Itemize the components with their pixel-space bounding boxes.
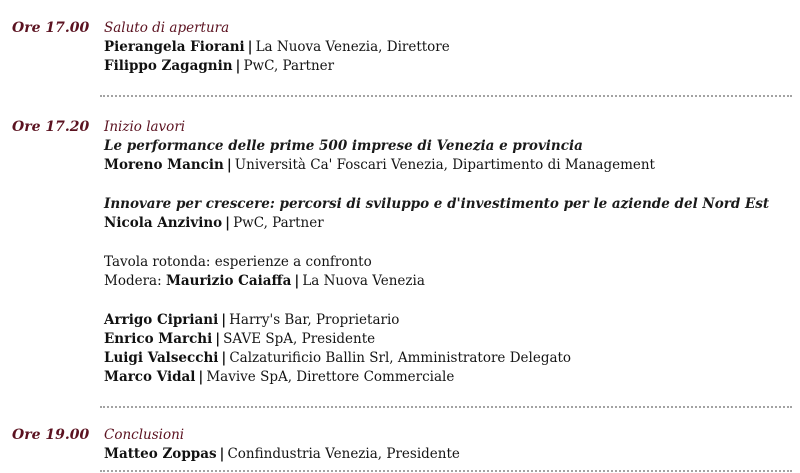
section-divider (100, 95, 792, 97)
separator: | (198, 369, 204, 385)
panelist-role: Mavive SpA, Direttore Commerciale (206, 369, 455, 385)
moderator-label: Modera: (104, 273, 162, 289)
panelist-role: Harry's Bar, Proprietario (229, 312, 400, 328)
speaker-name: Pierangela Fiorani (104, 39, 245, 55)
moderator-name: Maurizio Caiaffa (165, 273, 292, 289)
roundtable-title: Tavola rotonda: esperienze a confronto (104, 254, 372, 270)
speaker-role: PwC, Partner (233, 215, 324, 231)
panelist-name: Luigi Valsecchi (104, 350, 219, 366)
slot-time: Ore 19.00 (12, 427, 90, 443)
section-divider (100, 470, 792, 472)
panelist-name: Marco Vidal (104, 369, 196, 385)
talk-title: Innovare per crescere: percorsi di sviluppo e d'investimento per le aziende del Nord Est (104, 196, 770, 212)
separator: | (235, 58, 241, 74)
separator: | (247, 39, 253, 55)
speaker-role: La Nuova Venezia, Direttore (255, 39, 450, 55)
slot-title: Conclusioni (104, 427, 185, 443)
panelist-name: Enrico Marchi (104, 331, 213, 347)
separator: | (294, 273, 300, 289)
speaker-line (104, 156, 794, 175)
panelist-line (104, 349, 794, 368)
separator: | (225, 215, 231, 231)
panelist-line (104, 368, 794, 387)
panelist-name: Arrigo Cipriani (104, 312, 219, 328)
slot-title: Saluto di apertura (104, 20, 230, 36)
slot-time: Ore 17.00 (12, 20, 90, 36)
speaker-line (104, 57, 794, 76)
speaker-line (104, 214, 794, 233)
panelist-role: SAVE SpA, Presidente (223, 331, 376, 347)
speaker-line (104, 445, 794, 464)
speaker-line (104, 38, 794, 57)
separator: | (221, 350, 227, 366)
separator: | (215, 331, 221, 347)
separator: | (219, 446, 225, 462)
slot-content (104, 426, 794, 464)
speaker-name: Moreno Mancin (104, 157, 224, 173)
separator: | (221, 312, 227, 328)
speaker-name: Filippo Zagagnin (104, 58, 233, 74)
section-divider (100, 406, 792, 408)
separator: | (226, 157, 232, 173)
slot-content (104, 19, 794, 76)
speaker-name: Nicola Anzivino (104, 215, 223, 231)
speaker-role: Università Ca' Foscari Venezia, Dipartimento di Management (234, 157, 655, 173)
moderator-line (104, 272, 794, 291)
moderator-role: La Nuova Venezia (302, 273, 425, 289)
talk-title: Le performance delle prime 500 imprese di Venezia e provincia (104, 138, 583, 154)
speaker-role: PwC, Partner (243, 58, 335, 74)
slot-time: Ore 17.20 (12, 119, 90, 135)
slot-content (104, 118, 794, 387)
panelist-line (104, 311, 794, 330)
speaker-name: Matteo Zoppas (104, 446, 217, 462)
slot-title: Inizio lavori (104, 119, 186, 135)
panelist-role: Calzaturificio Ballin Srl, Amministratore Delegato (229, 350, 572, 366)
panelist-line (104, 330, 794, 349)
speaker-role: Confindustria Venezia, Presidente (227, 446, 460, 462)
